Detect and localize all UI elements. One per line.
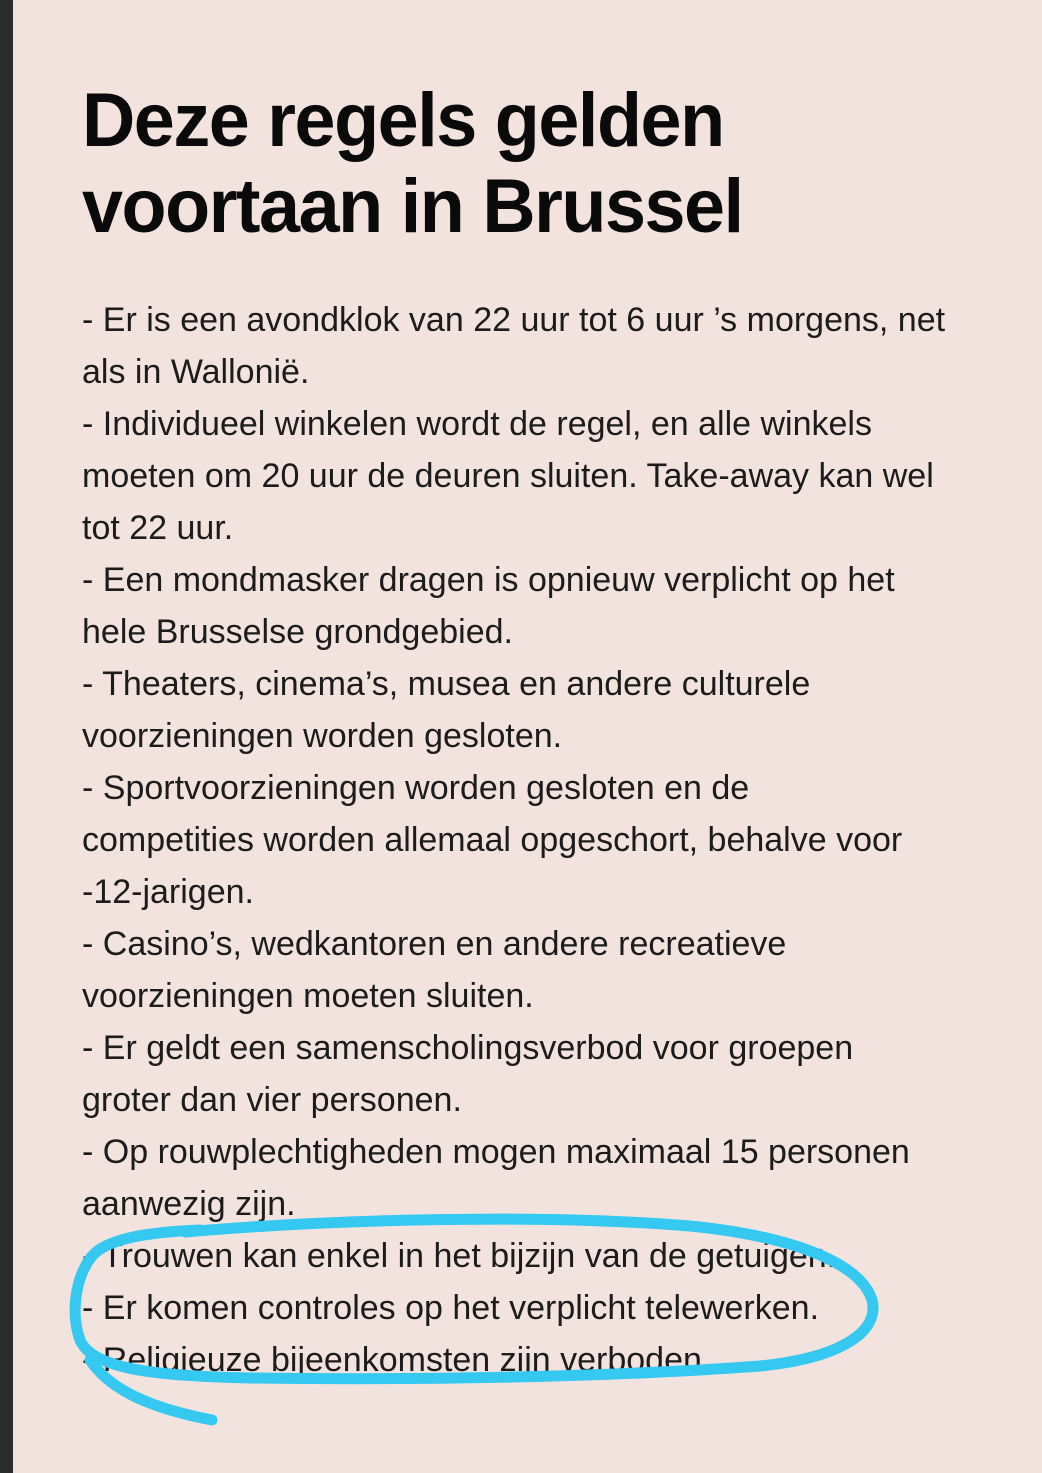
rule-line: - Een mondmasker dragen is opnieuw verplicht op het [82, 561, 895, 599]
rule-line: - Er is een avondklok van 22 uur tot 6 uur ’s morgens, net [82, 301, 946, 339]
rule-line: voorzieningen worden gesloten. [82, 717, 563, 755]
rule-line: voorzieningen moeten sluiten. [82, 977, 534, 1015]
rule-line: competities worden allemaal opgeschort, behalve voor [82, 821, 903, 859]
rule-line: - Sportvoorzieningen worden gesloten en de [82, 769, 750, 807]
rule-line: - Trouwen kan enkel in het bijzijn van de getuigen. [82, 1237, 837, 1275]
rule-line: hele Brusselse grondgebied. [82, 613, 513, 651]
article [82, 78, 1002, 1386]
rule-line: - Theaters, cinema’s, musea en andere culturele [82, 665, 811, 703]
rules-list [82, 294, 1002, 1386]
rule-line: groter dan vier personen. [82, 1081, 462, 1119]
rule-line: moeten om 20 uur de deuren sluiten. Take-away kan wel [82, 457, 934, 495]
headline-line-2: voortaan in Brussel [82, 164, 743, 249]
headline-line-1: Deze regels gelden [82, 78, 724, 163]
rule-line: als in Wallonië. [82, 353, 310, 391]
headline [82, 78, 974, 250]
rule-line: - Er geldt een samenscholingsverbod voor groepen [82, 1029, 854, 1067]
rule-line: - Er komen controles op het verplicht telewerken. [82, 1289, 820, 1327]
left-edge-bar [0, 0, 13, 1473]
rule-line: - Casino’s, wedkantoren en andere recreatieve [82, 925, 787, 963]
rule-line: - Individueel winkelen wordt de regel, en alle winkels [82, 405, 872, 443]
rule-line: aanwezig zijn. [82, 1185, 296, 1223]
rule-line: -12-jarigen. [82, 873, 254, 911]
rule-line: - Religieuze bijeenkomsten zijn verboden. [82, 1341, 712, 1379]
rule-line: tot 22 uur. [82, 509, 234, 547]
rule-line: - Op rouwplechtigheden mogen maximaal 15 personen [82, 1133, 910, 1171]
